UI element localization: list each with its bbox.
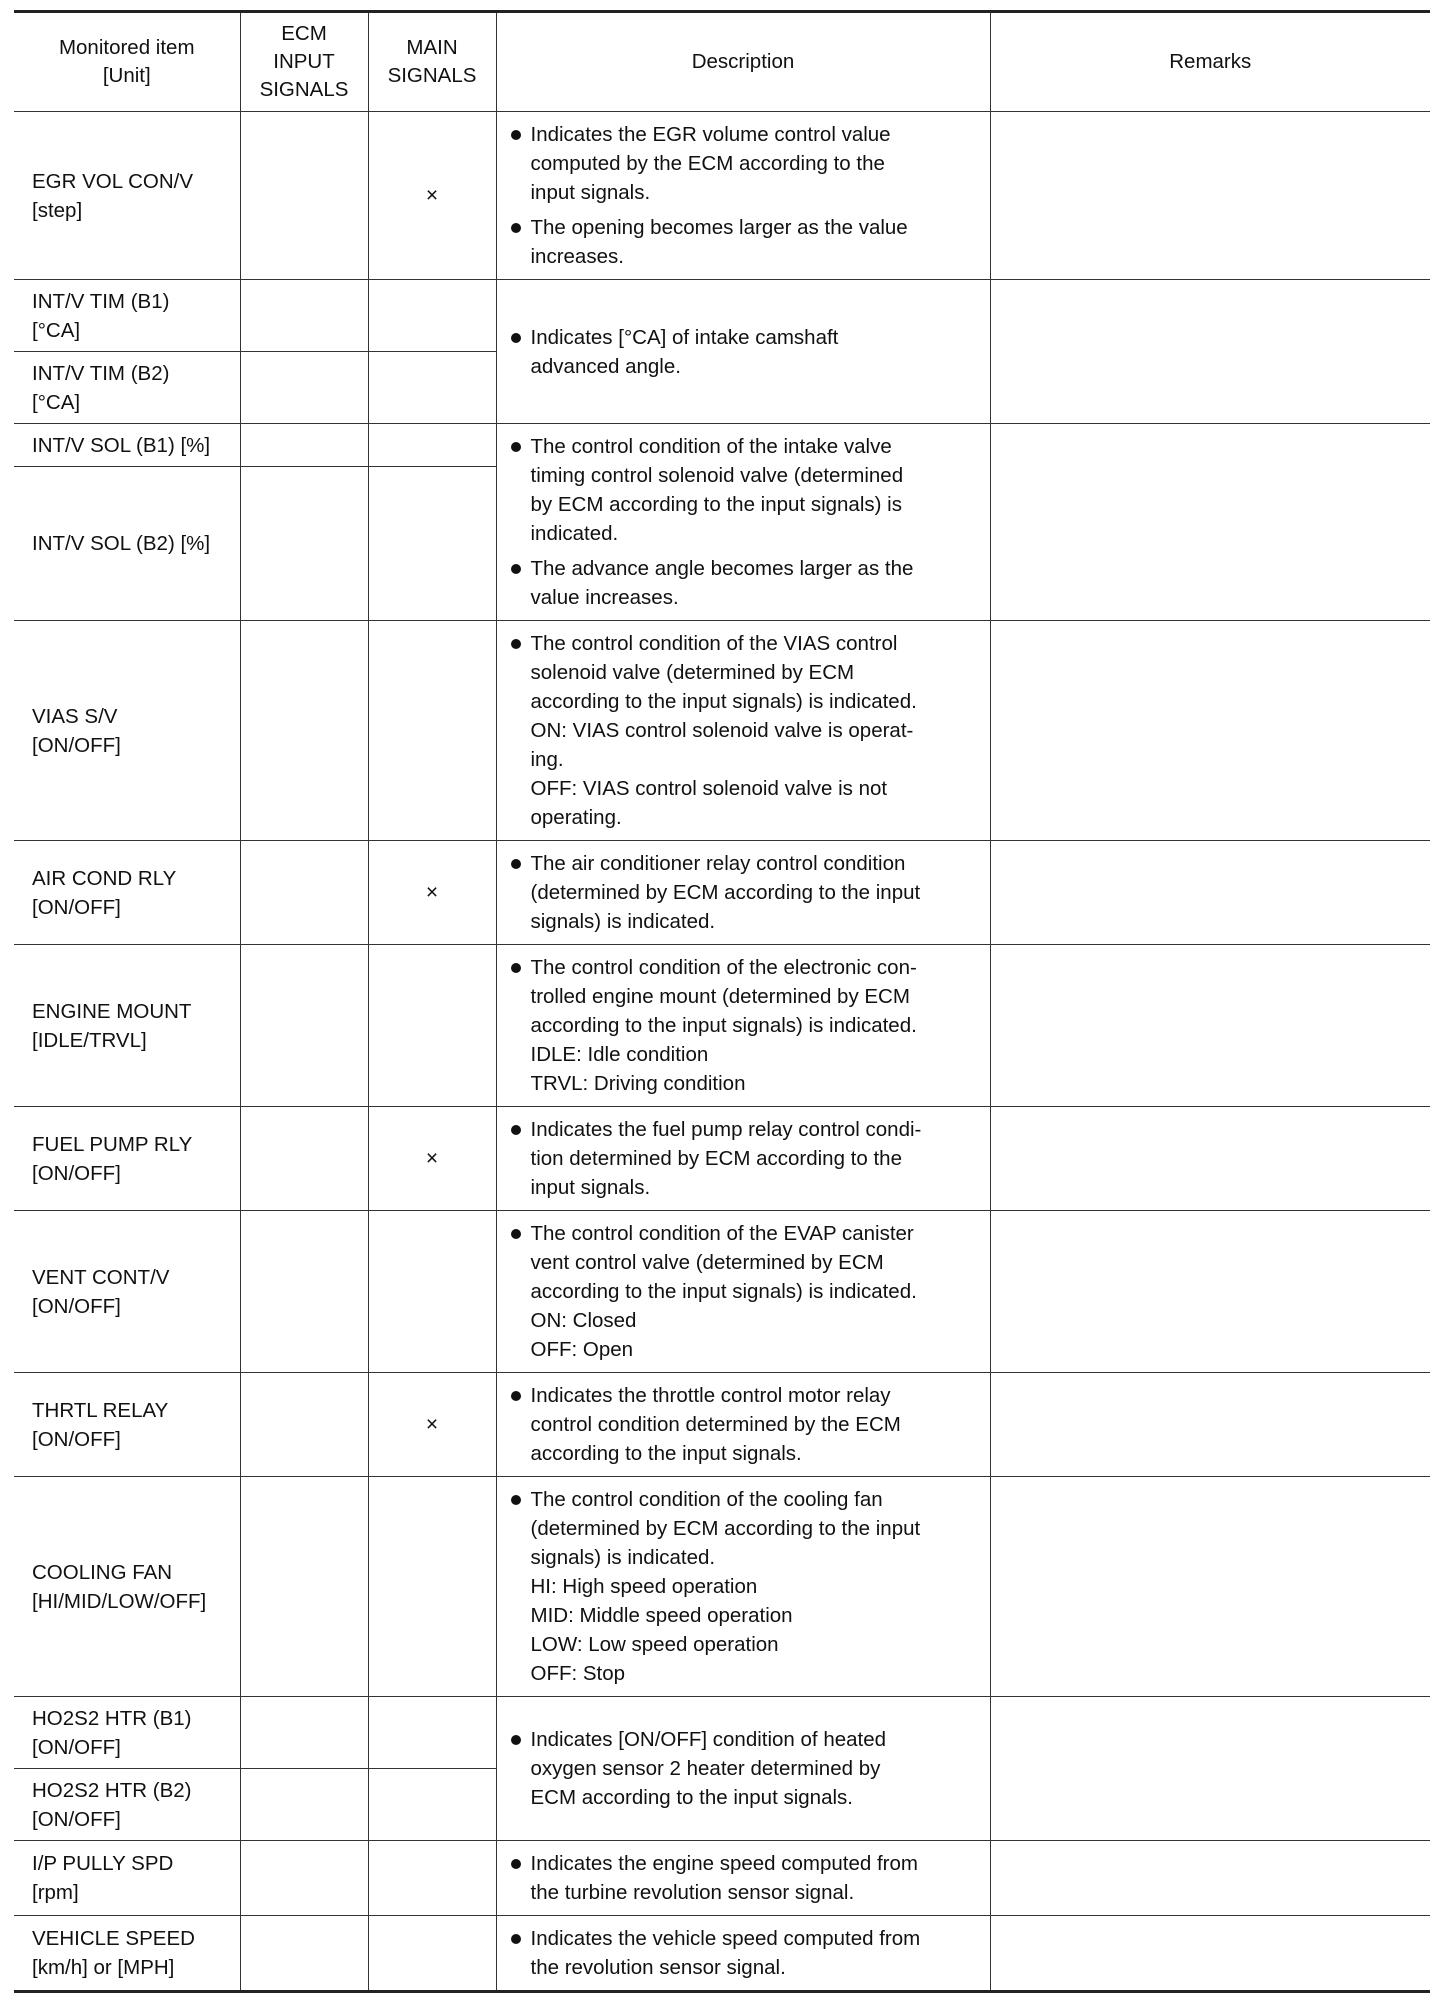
- description-text: The control condition of the EVAP canister vent control valve (determined by ECM according to the input signals) is indicated. ON: Closed OFF: Open: [530, 1222, 917, 1361]
- table-row: [14, 1477, 1430, 1697]
- main-signal-cell: [368, 621, 496, 841]
- ecm-input-signal-cell: [240, 1769, 368, 1841]
- description-cell: [496, 1841, 990, 1916]
- monitored-item-cell: VIAS S/V [ON/OFF]: [14, 621, 240, 841]
- description-bullet: [509, 953, 980, 1098]
- main-signal-cell: [368, 945, 496, 1107]
- ecm-input-signal-cell: [240, 112, 368, 280]
- bullet-dot-icon: [511, 1934, 521, 1944]
- description-text: The air conditioner relay control condition (determined by ECM according to the input signals) is indicated.: [530, 852, 921, 933]
- main-signal-cell: [368, 1211, 496, 1373]
- monitored-item-cell: INT/V SOL (B1) [%]: [14, 424, 240, 467]
- description-text: The control condition of the electronic con- trolled engine mount (determined by ECM according to the input signals) is indicated. IDLE: Idle condition TRVL: Driving condition: [530, 956, 917, 1095]
- ecm-input-signal-cell: [240, 1916, 368, 1992]
- bullet-dot-icon: [511, 1495, 521, 1505]
- description-text: The control condition of the cooling fan (determined by ECM according to the input signals) is indicated. HI: High speed operation MID: Middle speed operation LOW: Low speed operation OFF: Stop: [530, 1488, 921, 1685]
- description-cell: [496, 841, 990, 945]
- bullet-dot-icon: [511, 1229, 521, 1239]
- description-cell: [496, 621, 990, 841]
- table-row: [14, 1107, 1430, 1211]
- description-text: Indicates the vehicle speed computed from the revolution sensor signal.: [530, 1927, 921, 1979]
- description-bullet: [509, 432, 980, 548]
- table-row: [14, 280, 1430, 352]
- remarks-cell: [990, 945, 1430, 1107]
- description-text: Indicates the EGR volume control value computed by the ECM according to the input signals.: [530, 123, 891, 204]
- description-cell: [496, 1697, 990, 1841]
- description-bullet: [509, 849, 980, 936]
- header-row: [14, 12, 1430, 112]
- ecm-input-signal-cell: [240, 467, 368, 621]
- monitored-item-cell: EGR VOL CON/V [step]: [14, 112, 240, 280]
- bullet-dot-icon: [511, 1859, 521, 1869]
- monitored-item-cell: ENGINE MOUNT [IDLE/TRVL]: [14, 945, 240, 1107]
- table-row: [14, 945, 1430, 1107]
- main-signal-cell: [368, 1916, 496, 1992]
- bullet-dot-icon: [511, 223, 521, 233]
- monitored-item-cell: HO2S2 HTR (B2) [ON/OFF]: [14, 1769, 240, 1841]
- header-description: Description: [496, 12, 990, 112]
- ecm-input-signal-cell: [240, 424, 368, 467]
- description-bullet: [509, 554, 980, 612]
- bullet-dot-icon: [511, 859, 521, 869]
- description-bullet: [509, 1725, 980, 1812]
- monitored-item-cell: HO2S2 HTR (B1) [ON/OFF]: [14, 1697, 240, 1769]
- description-cell: [496, 1477, 990, 1697]
- description-text: Indicates the fuel pump relay control condi- tion determined by ECM according to the input signals.: [530, 1118, 922, 1199]
- bullet-dot-icon: [511, 130, 521, 140]
- description-bullet: [509, 213, 980, 271]
- main-signal-cell: [368, 1769, 496, 1841]
- description-text: The control condition of the intake valve timing control solenoid valve (determined by ECM according to the input signals) is indicated.: [530, 435, 904, 545]
- bullet-dot-icon: [511, 963, 521, 973]
- ecm-input-signal-cell: [240, 352, 368, 424]
- description-text: Indicates the engine speed computed from the turbine revolution sensor signal.: [530, 1852, 918, 1904]
- description-cell: [496, 945, 990, 1107]
- main-signal-cell: ×: [368, 841, 496, 945]
- description-cell: [496, 1373, 990, 1477]
- header-main-signals: MAIN SIGNALS: [368, 12, 496, 112]
- remarks-cell: [990, 112, 1430, 280]
- header-remarks: Remarks: [990, 12, 1430, 112]
- description-bullet: [509, 323, 980, 381]
- monitored-item-cell: INT/V SOL (B2) [%]: [14, 467, 240, 621]
- monitored-item-cell: THRTL RELAY [ON/OFF]: [14, 1373, 240, 1477]
- remarks-cell: [990, 621, 1430, 841]
- main-signal-cell: [368, 467, 496, 621]
- bullet-dot-icon: [511, 639, 521, 649]
- monitored-item-cell: INT/V TIM (B1) [°CA]: [14, 280, 240, 352]
- ecm-input-signal-cell: [240, 621, 368, 841]
- remarks-cell: [990, 1697, 1430, 1841]
- table-row: [14, 1373, 1430, 1477]
- remarks-cell: [990, 1107, 1430, 1211]
- description-cell: [496, 280, 990, 424]
- description-cell: [496, 112, 990, 280]
- monitored-item-cell: VENT CONT/V [ON/OFF]: [14, 1211, 240, 1373]
- description-cell: [496, 1211, 990, 1373]
- main-signal-cell: [368, 1477, 496, 1697]
- ecm-input-signal-cell: [240, 1107, 368, 1211]
- main-signal-cell: [368, 1841, 496, 1916]
- remarks-cell: [990, 841, 1430, 945]
- monitor-item-table-sheet: [14, 10, 1430, 1993]
- description-bullet: [509, 1381, 980, 1468]
- ecm-input-signal-cell: [240, 1697, 368, 1769]
- remarks-cell: [990, 1211, 1430, 1373]
- monitored-item-cell: AIR COND RLY [ON/OFF]: [14, 841, 240, 945]
- table-row: [14, 424, 1430, 467]
- main-signal-cell: ×: [368, 112, 496, 280]
- main-signal-cell: ×: [368, 1373, 496, 1477]
- main-signal-cell: [368, 1697, 496, 1769]
- description-bullet: [509, 629, 980, 832]
- description-text: Indicates the throttle control motor relay control condition determined by the ECM according to the input signals.: [530, 1384, 901, 1465]
- remarks-cell: [990, 424, 1430, 621]
- ecm-input-signal-cell: [240, 841, 368, 945]
- description-text: The opening becomes larger as the value increases.: [530, 216, 908, 268]
- remarks-cell: [990, 1477, 1430, 1697]
- remarks-cell: [990, 1916, 1430, 1992]
- bullet-dot-icon: [511, 442, 521, 452]
- ecm-input-signal-cell: [240, 280, 368, 352]
- description-bullet: [509, 1485, 980, 1688]
- table-row: [14, 112, 1430, 280]
- bullet-dot-icon: [511, 1391, 521, 1401]
- description-cell: [496, 1107, 990, 1211]
- description-text: The advance angle becomes larger as the value increases.: [530, 557, 914, 609]
- table-row: [14, 621, 1430, 841]
- bullet-dot-icon: [511, 1735, 521, 1745]
- remarks-cell: [990, 280, 1430, 424]
- main-signal-cell: [368, 424, 496, 467]
- monitored-item-cell: COOLING FAN [HI/MID/LOW/OFF]: [14, 1477, 240, 1697]
- table-row: [14, 1211, 1430, 1373]
- monitored-item-cell: INT/V TIM (B2) [°CA]: [14, 352, 240, 424]
- table-row: [14, 1841, 1430, 1916]
- ecm-input-signal-cell: [240, 945, 368, 1107]
- description-text: The control condition of the VIAS control solenoid valve (determined by ECM according to the input signals) is indicated. ON: VIAS control solenoid valve is operat- ing. OFF: VIAS control solenoid valve is not operating.: [530, 632, 917, 829]
- remarks-cell: [990, 1373, 1430, 1477]
- bullet-dot-icon: [511, 333, 521, 343]
- monitored-item-cell: I/P PULLY SPD [rpm]: [14, 1841, 240, 1916]
- header-ecm-input-signals: ECM INPUT SIGNALS: [240, 12, 368, 112]
- remarks-cell: [990, 1841, 1430, 1916]
- ecm-input-signal-cell: [240, 1211, 368, 1373]
- header-monitored-item: Monitored item [Unit]: [14, 12, 240, 112]
- description-bullet: [509, 1219, 980, 1364]
- description-cell: [496, 424, 990, 621]
- main-signal-cell: [368, 352, 496, 424]
- description-cell: [496, 1916, 990, 1992]
- monitor-item-table: [14, 10, 1430, 1993]
- main-signal-cell: ×: [368, 1107, 496, 1211]
- description-text: Indicates [°CA] of intake camshaft advanced angle.: [530, 325, 839, 378]
- ecm-input-signal-cell: [240, 1477, 368, 1697]
- main-signal-cell: [368, 280, 496, 352]
- table-row: [14, 1697, 1430, 1769]
- ecm-input-signal-cell: [240, 1373, 368, 1477]
- monitored-item-cell: VEHICLE SPEED [km/h] or [MPH]: [14, 1916, 240, 1992]
- table-row: [14, 1916, 1430, 1992]
- description-text: Indicates [ON/OFF] condition of heated oxygen sensor 2 heater determined by ECM according to the input signals.: [530, 1728, 887, 1809]
- monitored-item-cell: FUEL PUMP RLY [ON/OFF]: [14, 1107, 240, 1211]
- description-bullet: [509, 1115, 980, 1202]
- bullet-dot-icon: [511, 1125, 521, 1135]
- table-row: [14, 841, 1430, 945]
- description-bullet: [509, 1849, 980, 1907]
- ecm-input-signal-cell: [240, 1841, 368, 1916]
- description-bullet: [509, 1924, 980, 1982]
- bullet-dot-icon: [511, 564, 521, 574]
- table-body: [14, 112, 1430, 1992]
- description-bullet: [509, 120, 980, 207]
